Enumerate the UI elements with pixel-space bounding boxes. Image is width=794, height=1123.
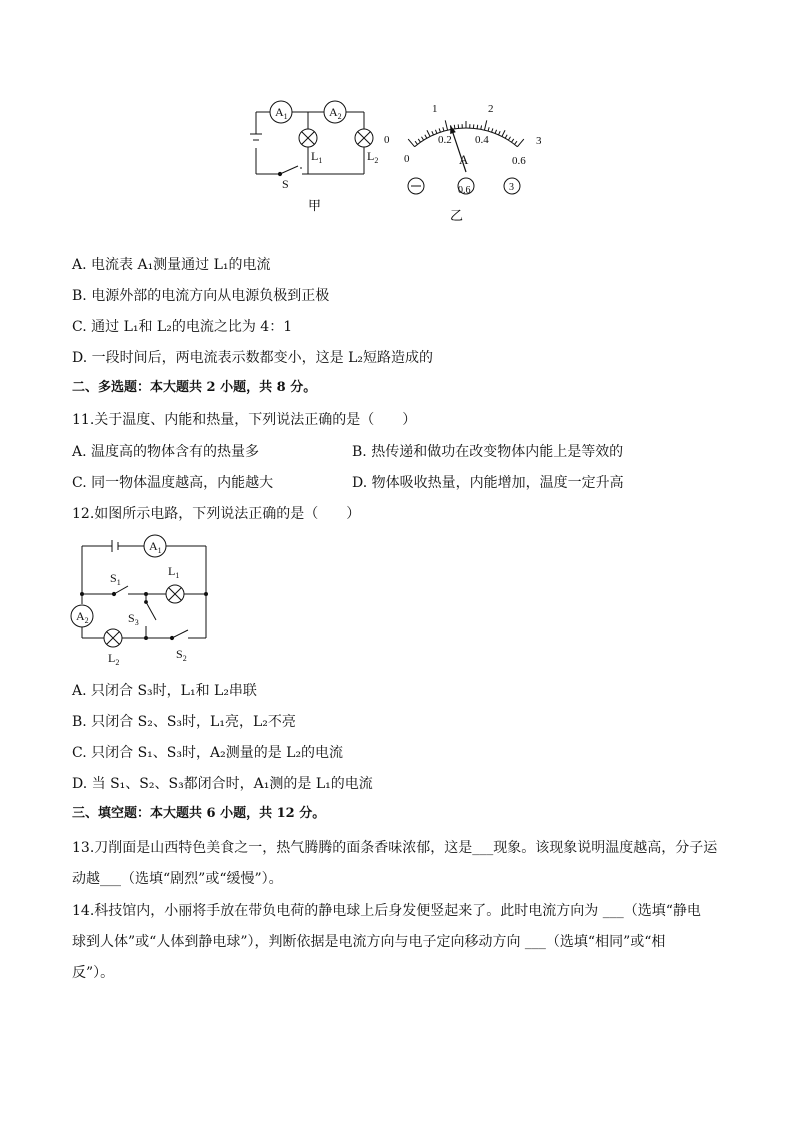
dial-tick: [427, 130, 430, 136]
dial-tick: [481, 125, 482, 129]
dial-tick: [495, 130, 496, 134]
bottom-scale-0-4: 0.4: [475, 134, 489, 146]
switch-s3-label: $S_3$: [128, 611, 139, 627]
dial-tick: [492, 128, 493, 132]
dial-tick: [439, 128, 440, 132]
dial-tick: [425, 135, 427, 138]
figure-yi-caption: 乙: [450, 209, 464, 224]
dial-tick: [445, 120, 447, 130]
q11-stem: 11.关于温度、内能和热量，下列说法正确的是（ ）: [72, 412, 417, 428]
top-scale-2: 2: [488, 103, 494, 115]
dial-tick: [418, 139, 420, 142]
q11-options-row-1: [72, 442, 712, 462]
dial-tick: [515, 141, 517, 144]
dial-arc: [415, 128, 518, 147]
unit-label: A: [459, 152, 469, 167]
circuit-figure-jia: [240, 96, 390, 218]
q12-option-a: A. 只闭合 S₃时，L₁和 L₂串联: [72, 683, 257, 699]
dial-tick: [499, 131, 501, 135]
dial-tick: [505, 135, 507, 138]
q10-option-b: B. 电源外部的电流方向从电源负极到正极: [72, 288, 330, 304]
q13-line-2: 动越___（选填“剧烈”或“缓慢”）。: [72, 871, 283, 887]
lamp-l1-label: $L_1$: [311, 149, 323, 165]
ammeter-a2-label: $A_2$: [76, 609, 89, 625]
section-3-heading: 三、填空题：本大题共 6 小题，共 12 分。: [72, 806, 326, 821]
figure-jia-caption: 甲: [308, 199, 322, 214]
switch-s-label: S: [282, 177, 289, 191]
dial-tick: [484, 120, 486, 130]
q11-option-a: A. 温度高的物体含有的热量多: [72, 444, 260, 460]
dial-tick: [432, 131, 434, 135]
dial-tick: [517, 139, 523, 147]
dial-tick: [415, 141, 417, 144]
ammeter-a1-label: $A_1$: [149, 539, 162, 555]
top-scale-1: 1: [432, 103, 438, 115]
dial-tick: [477, 125, 478, 129]
top-scale-0: 0: [384, 134, 390, 146]
q14-line-1: 14.科技馆内，小丽将手放在带负电荷的静电球上后身发便竖起来了。此时电流方向为 ___（选填“静电: [72, 903, 701, 919]
switch-s2-label: $S_2$: [176, 647, 187, 663]
dial-tick: [443, 127, 444, 131]
q12-option-c: C. 只闭合 S₁、S₃时，A₂测量的是 L₂的电流: [72, 745, 344, 761]
q10-option-c: C. 通过 L₁和 L₂的电流之比为 4：1: [72, 319, 293, 335]
dial-tick: [512, 139, 514, 142]
dial-tick: [508, 137, 510, 140]
q11-option-d: D. 物体吸收热量，内能增加，温度一定升高: [352, 475, 624, 491]
q11-options-row-2: [72, 473, 712, 493]
q14-line-3: 反”）。: [72, 965, 115, 981]
dial-tick: [421, 137, 423, 140]
ammeter-a2-label: $A_2$: [329, 105, 342, 121]
q11-option-b: B. 热传递和做功在改变物体内能上是等效的: [352, 444, 624, 460]
dial-tick: [408, 139, 414, 147]
dial-tick: [488, 127, 489, 131]
lamp-l2-label: $L_2$: [108, 651, 120, 667]
lamp-l1-label: $L_1$: [168, 564, 180, 580]
terminal-0-6-label: 0.6: [458, 185, 471, 196]
q10-option-a: A. 电流表 A₁测量通过 L₁的电流: [72, 257, 271, 273]
switch-s1-label: $S_1$: [110, 571, 121, 587]
terminal-3-label: 3: [509, 182, 514, 193]
bottom-scale-0-2: 0.2: [438, 134, 452, 146]
dial-tick: [502, 130, 505, 136]
bottom-scale-0-6: 0.6: [512, 155, 526, 167]
bottom-scale-0: 0: [404, 153, 410, 165]
lamp-l2-label: $L_2$: [367, 149, 379, 165]
top-scale-3: 3: [536, 135, 542, 147]
q12-option-d: D. 当 S₁、S₂、S₃都闭合时，A₁测的是 L₁的电流: [72, 776, 373, 792]
q13-line-1: 13.刀削面是山西特色美食之一，热气腾腾的面条香味浓郁，这是___现象。该现象说明温度越高，分子运: [72, 840, 718, 856]
q12-option-b: B. 只闭合 S₂、S₃时，L₁亮，L₂不亮: [72, 714, 296, 730]
dial-tick: [454, 125, 455, 129]
dial-tick: [435, 130, 436, 134]
section-2-heading: 二、多选题：本大题共 2 小题，共 8 分。: [72, 380, 317, 395]
ammeter-dial-figure-yi: [378, 96, 558, 226]
circuit-figure-q12: [68, 532, 218, 672]
ammeter-a1-label: $A_1$: [275, 105, 288, 121]
q10-option-d: D. 一段时间后，两电流表示数都变小，这是 L₂短路造成的: [72, 350, 433, 366]
q14-line-2: 球到人体”或“人体到静电球”），判断依据是电流方向与电子定向移动方向 ___（选填“相同”或“相: [72, 934, 666, 950]
q11-option-c: C. 同一物体温度越高，内能越大: [72, 475, 274, 491]
q12-stem: 12.如图所示电路，下列说法正确的是（ ）: [72, 506, 361, 522]
